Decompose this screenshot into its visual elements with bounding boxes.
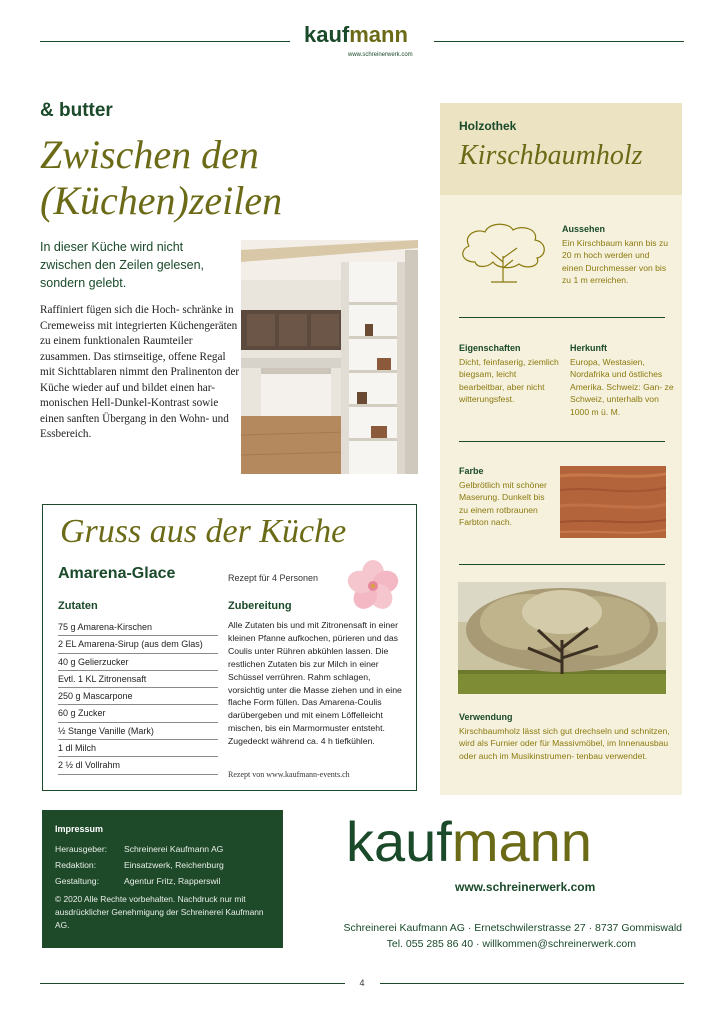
footer-address: Schreinerei Kaufmann AG · Ernetschwilerstrasse 27 · 8737 Gommiswald [343, 922, 682, 934]
impressum-label: Gestaltung: [55, 876, 99, 886]
sidebar-divider [459, 564, 665, 565]
kitchen-photo [241, 240, 418, 474]
sidebar-title: Kirschbaumholz [459, 140, 643, 171]
header-rule-left [40, 41, 290, 42]
tree-icon [455, 222, 555, 284]
ingredients-list [58, 619, 218, 775]
ingredient-item: 250 g Mascarpone [58, 688, 218, 705]
recipe-section-title: Gruss aus der Küche [60, 513, 347, 550]
preparation-heading: Zubereitung [228, 600, 292, 612]
cherry-blossom-icon [346, 560, 400, 612]
impressum-value: Agentur Fritz, Rapperswil [124, 876, 221, 886]
preparation-text: Alle Zutaten bis und mit Zitronensaft in einer kleinen Pfanne aufkochen, pürieren und das Coulis unter Rühren abkühlen lassen. Die restlichen Zutaten bis zur Milch in einer Schüssel verrühren. Rahm schlagen, vorsichtig unter die Masse ziehen und in eine flache Form füllen. Das Amarena-Coulis darübergeben und mit einem Löffelleicht mischen, bis ein Marmormuster entsteht. Zugedeckt während ca. 4 h tiefkühlen. [228, 620, 402, 747]
farbe-text: Gelbrötlich mit schöner Maserung. Dunkelt bis zu einem rotbraunen Farbton nach. [459, 480, 547, 528]
sidebar-divider [459, 317, 665, 318]
impressum-value: Einsatzwerk, Reichenburg [124, 860, 224, 870]
ingredient-item: ½ Stange Vanille (Mark) [58, 723, 218, 740]
header-rule-right [434, 41, 684, 42]
logo-word-dark: kauf [304, 22, 350, 47]
sidebar-kicker: Holzothek [459, 119, 517, 133]
impressum-label: Redaktion: [55, 860, 97, 870]
logo-word-olive: mann [451, 810, 592, 873]
footer-rule-left [40, 983, 345, 984]
article-headline: Zwischen den (Küchen)zeilen [40, 132, 283, 223]
impressum-note: © 2020 Alle Rechte vorbehalten. Nachdruck nur mit ausdrücklicher Genehmigung der Schreinerei Kaufmann AG. [55, 894, 264, 930]
eigenschaften-heading: Eigenschaften [459, 343, 521, 353]
ingredient-item: 60 g Zucker [58, 705, 218, 722]
article-lead: In dieser Küche wird nicht zwischen den Zeilen gelesen, sondern gelebt. [40, 240, 204, 290]
ingredient-item: 1 dl Milch [58, 740, 218, 757]
page-number: 4 [359, 978, 365, 988]
herkunft-text: Europa, Westasien, Nordafrika und östliches Amerika. Schweiz: Gan- ze Schweiz, unterhalb von 1000 m ü. M. [570, 357, 674, 417]
footer-contact[interactable]: Tel. 055 285 86 40 · willkommen@schreinerwerk.com [386, 938, 636, 950]
ingredient-item: 2 ½ dl Vollrahm [58, 757, 218, 774]
impressum-label: Herausgeber: [55, 844, 108, 854]
logo-word-olive: mann [349, 22, 408, 47]
verwendung-text: Kirschbaumholz lässt sich gut drechseln und schnitzen, wird als Furnier oder für Massivmöbel, im Innenausbau oder auch im Musikinstrumen- tenbau verwendet. [459, 726, 670, 761]
impressum-value: Schreinerei Kaufmann AG [124, 844, 224, 854]
herkunft-heading: Herkunft [570, 343, 608, 353]
article-body: Raffiniert fügen sich die Hoch- schränke in Cremeweiss mit integrierten Küchengeräten zu einem funktionalen Raumteiler zusammen. Das stirnseitige, offene Regal mit Sichttablaren nimmt den Pralinenton der Küche wieder auf und bildet einen har- monischen Hell-Dunkel-Kontrast sowie einen sanften Übergang in den Wohn- und Essbereich. [40, 304, 240, 440]
footer-rule-right [380, 983, 684, 984]
ingredient-item: 2 EL Amarena-Sirup (aus dem Glas) [58, 636, 218, 653]
cherry-tree-photo [458, 582, 666, 694]
article-kicker: & butter [40, 100, 113, 121]
recipe-serves: Rezept für 4 Personen [228, 573, 319, 583]
logo-url: www.schreinerwerk.com [348, 52, 413, 58]
recipe-name: Amarena-Glace [58, 565, 176, 582]
farbe-heading: Farbe [459, 466, 484, 476]
eigenschaften-text: Dicht, feinfaserig, ziemlich biegsam, leicht bearbeitbar, aber nicht witterungsfest. [459, 357, 559, 405]
ingredient-item: 40 g Gelierzucker [58, 654, 218, 671]
sidebar-divider [459, 441, 665, 442]
verwendung-heading: Verwendung [459, 712, 513, 722]
aussehen-heading: Aussehen [562, 224, 606, 234]
footer-url-link[interactable]: www.schreinerwerk.com [455, 880, 596, 894]
impressum-title: Impressum [55, 824, 104, 834]
ingredient-item: 75 g Amarena-Kirschen [58, 619, 218, 636]
ingredients-heading: Zutaten [58, 600, 98, 612]
aussehen-text: Ein Kirschbaum kann bis zu 20 m hoch werden und einen Durchmesser von bis zu 1 m erreichen. [562, 238, 669, 286]
header-logo[interactable] [304, 22, 424, 62]
cherry-wood-sample [560, 466, 666, 538]
recipe-source-link[interactable]: Rezept von www.kaufmann-events.ch [228, 770, 350, 779]
logo-word-dark: kauf [346, 810, 452, 873]
ingredient-item: Evtl. 1 KL Zitronensaft [58, 671, 218, 688]
